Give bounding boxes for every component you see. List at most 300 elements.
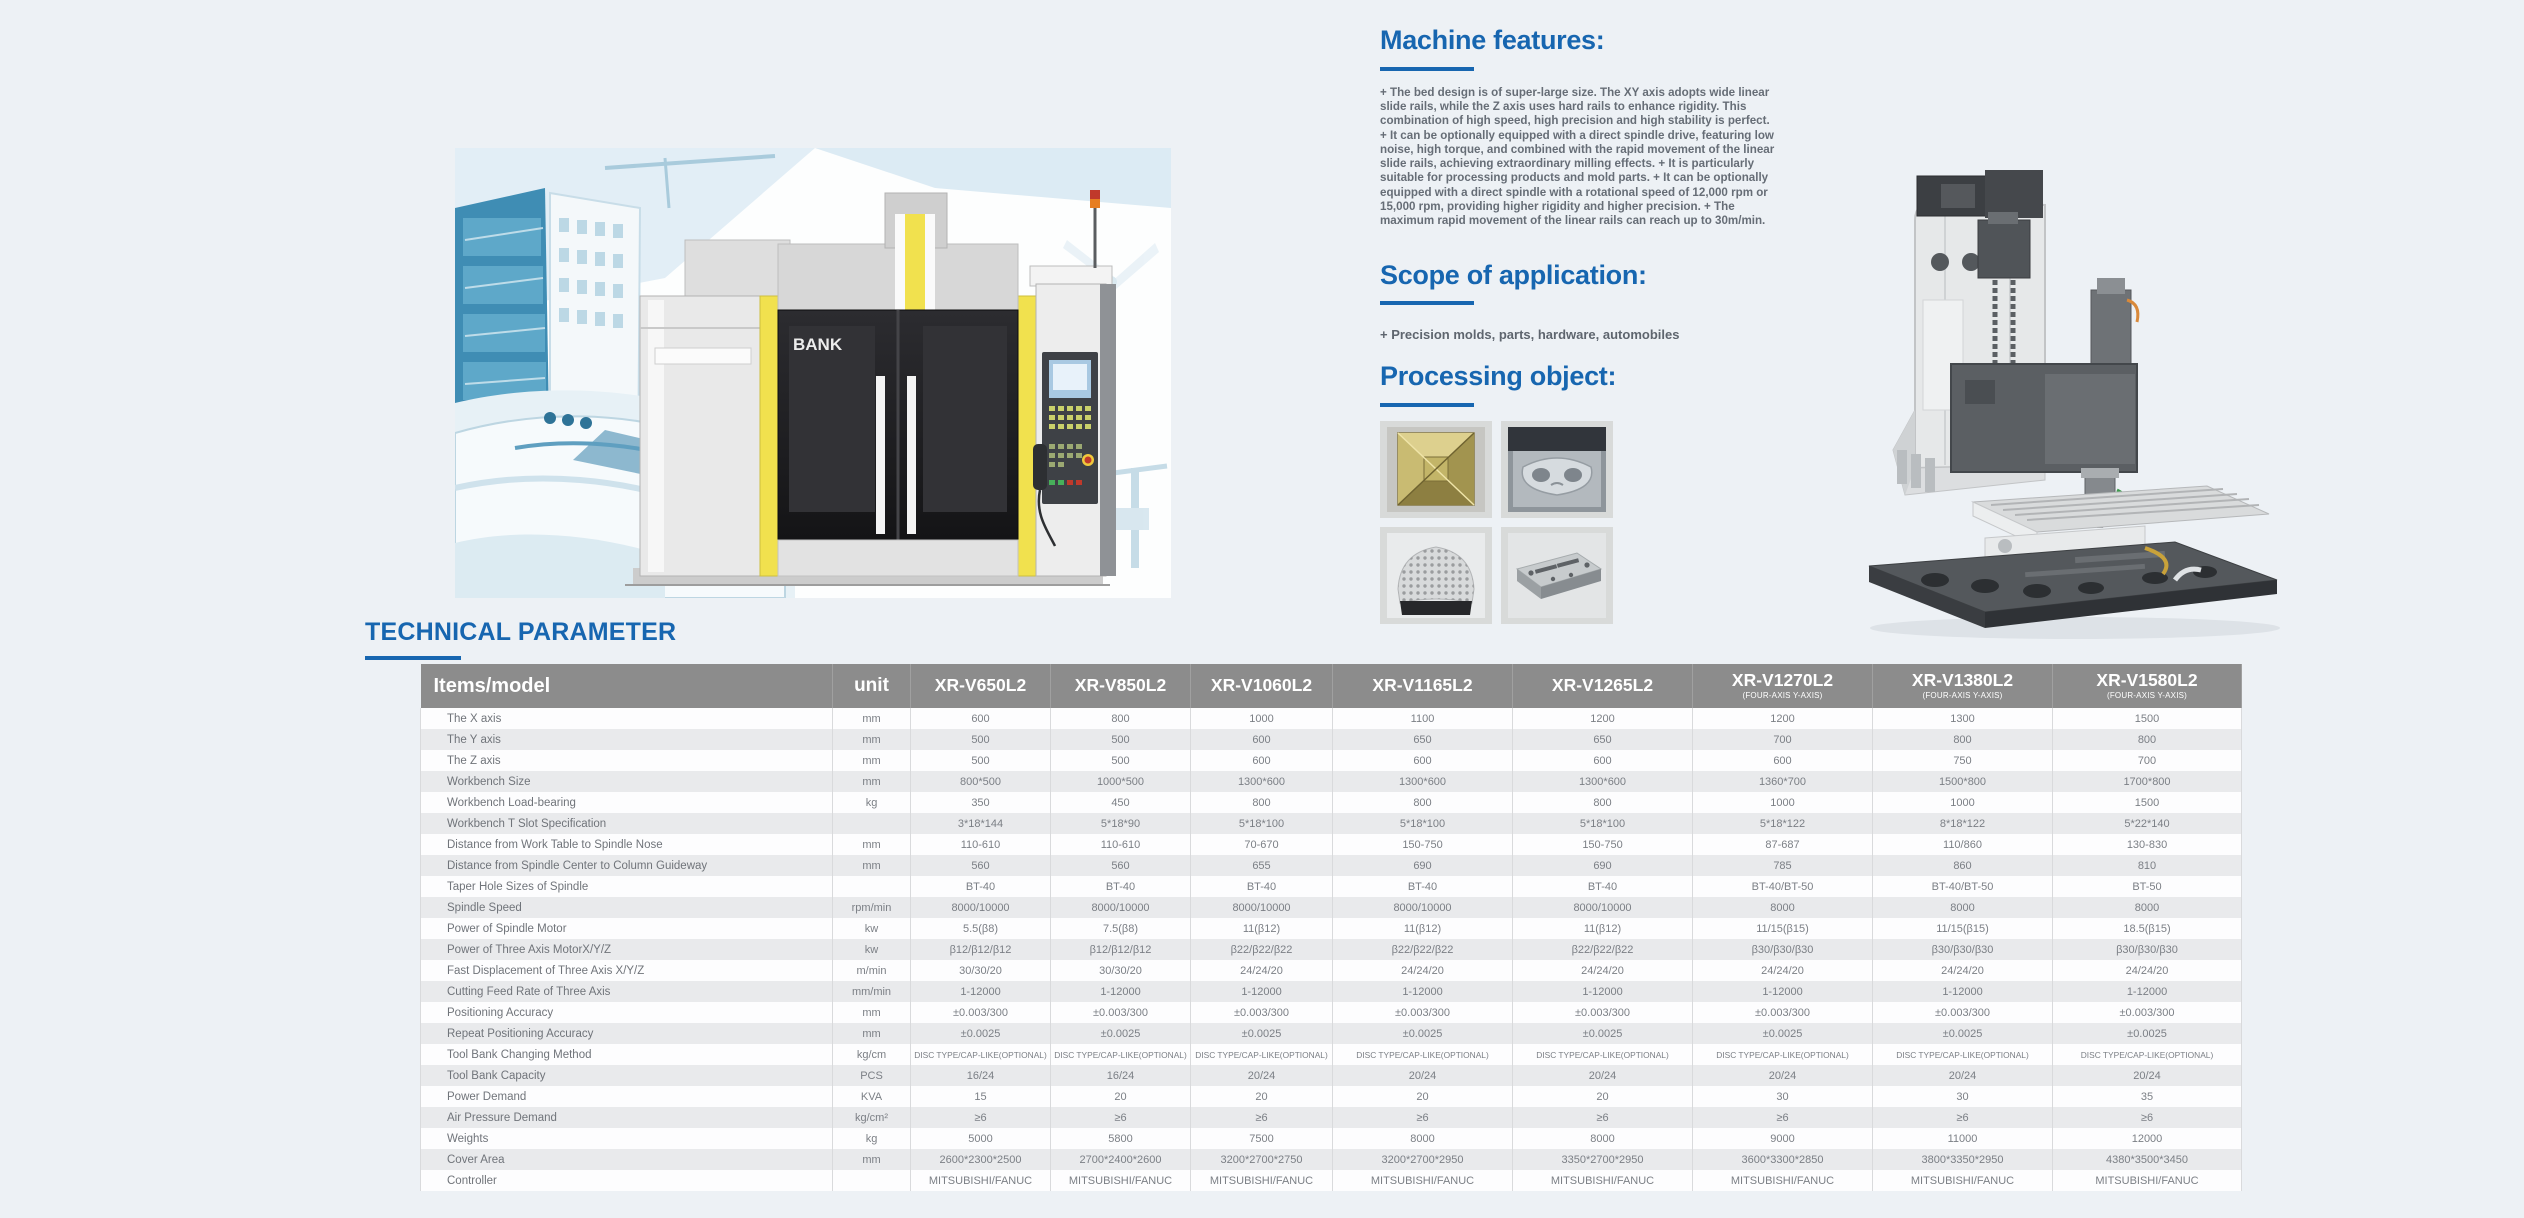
spec-row xyxy=(421,1086,2242,1107)
spec-cell: 130-830 xyxy=(2053,834,2242,855)
spec-cell: 500 xyxy=(1051,750,1191,771)
spec-table-container xyxy=(420,664,2241,1191)
spec-cell: β30/β30/β30 xyxy=(1873,939,2053,960)
spec-cell: 35 xyxy=(2053,1086,2242,1107)
spec-cell: 1000 xyxy=(1191,708,1333,729)
spec-row-unit: PCS xyxy=(833,1065,911,1086)
spec-row xyxy=(421,771,2242,792)
machine-features-title: Machine features: xyxy=(1380,25,1605,55)
spec-row xyxy=(421,1149,2242,1170)
spec-row-unit: kw xyxy=(833,939,911,960)
spec-row xyxy=(421,960,2242,981)
spec-cell: 11(β12) xyxy=(1513,918,1693,939)
spec-row-label: Distance from Spindle Center to Column Guideway xyxy=(421,855,833,876)
spec-cell: 600 xyxy=(1191,750,1333,771)
spec-cell: 24/24/20 xyxy=(1333,960,1513,981)
machine-features-underline xyxy=(1380,67,1474,71)
spec-cell: 20 xyxy=(1191,1086,1333,1107)
spec-cell: 5.5(β8) xyxy=(911,918,1051,939)
spec-row xyxy=(421,1023,2242,1044)
model-name: XR-V650L2 xyxy=(934,675,1027,696)
model-name: XR-V1580L2 xyxy=(2096,669,2198,690)
spec-cell: BT-40 xyxy=(1333,876,1513,897)
spec-cell: BT-40/BT-50 xyxy=(1693,876,1873,897)
model-name: XR-V1265L2 xyxy=(1551,675,1654,696)
col-header-model-xr-v650l2 xyxy=(911,664,1051,708)
spec-row xyxy=(421,708,2242,729)
col-header-model-xr-v1270l2 xyxy=(1693,664,1873,708)
spec-row-label: Workbench Size xyxy=(421,771,833,792)
spec-cell: DISC TYPE/CAP-LIKE(OPTIONAL) xyxy=(1333,1044,1513,1065)
spec-cell: MITSUBISHI/FANUC xyxy=(1513,1170,1693,1191)
spec-cell: ≥6 xyxy=(1693,1107,1873,1128)
spec-row-label: Taper Hole Sizes of Spindle xyxy=(421,876,833,897)
spec-cell: 1500 xyxy=(2053,792,2242,813)
technical-parameter-underline xyxy=(365,656,461,660)
processing-underline xyxy=(1380,403,1474,407)
spec-cell: 650 xyxy=(1333,729,1513,750)
processing-image-machined-plate xyxy=(1501,527,1613,624)
spec-table-head xyxy=(421,664,2242,708)
spec-cell: 24/24/20 xyxy=(1873,960,2053,981)
col-header-unit: unit xyxy=(833,664,911,708)
spec-cell: 8000/10000 xyxy=(1051,897,1191,918)
spec-cell: 1000 xyxy=(1693,792,1873,813)
spec-cell: β22/β22/β22 xyxy=(1513,939,1693,960)
spec-row-unit xyxy=(833,876,911,897)
spec-row xyxy=(421,834,2242,855)
spec-row-unit: kw xyxy=(833,918,911,939)
processing-object-gallery xyxy=(1380,421,1782,624)
spec-cell: 3*18*144 xyxy=(911,813,1051,834)
spec-cell: 1000 xyxy=(1873,792,2053,813)
spec-cell: 8000/10000 xyxy=(1513,897,1693,918)
spec-cell: 30/30/20 xyxy=(1051,960,1191,981)
model-sub-label: (FOUR-AXIS Y-AXIS) xyxy=(2106,691,2188,701)
spec-cell: 1200 xyxy=(1513,708,1693,729)
spec-row-unit: mm xyxy=(833,1002,911,1023)
spec-cell: ≥6 xyxy=(911,1107,1051,1128)
spec-cell: BT-40 xyxy=(911,876,1051,897)
spec-row xyxy=(421,918,2242,939)
spec-cell: 2700*2400*2600 xyxy=(1051,1149,1191,1170)
spec-cell: 20/24 xyxy=(2053,1065,2242,1086)
spec-cell: β30/β30/β30 xyxy=(2053,939,2242,960)
spec-cell: 500 xyxy=(911,729,1051,750)
spec-cell: MITSUBISHI/FANUC xyxy=(1693,1170,1873,1191)
spec-row-unit: kg xyxy=(833,1128,911,1149)
spec-cell: 5*18*100 xyxy=(1191,813,1333,834)
spec-row-unit: mm xyxy=(833,1149,911,1170)
spec-cell: 1000*500 xyxy=(1051,771,1191,792)
spec-cell: 9000 xyxy=(1693,1128,1873,1149)
spec-row-unit xyxy=(833,1170,911,1191)
spec-cell: 3200*2700*2950 xyxy=(1333,1149,1513,1170)
spec-cell: ±0.0025 xyxy=(1513,1023,1693,1044)
spec-cell: 5*18*100 xyxy=(1513,813,1693,834)
spec-cell: ±0.003/300 xyxy=(911,1002,1051,1023)
spec-cell: ±0.0025 xyxy=(1051,1023,1191,1044)
spec-cell: ≥6 xyxy=(2053,1107,2242,1128)
spec-cell: ±0.003/300 xyxy=(2053,1002,2242,1023)
spec-row xyxy=(421,981,2242,1002)
spec-row-unit: mm xyxy=(833,729,911,750)
spec-cell: 750 xyxy=(1873,750,2053,771)
spec-cell: 600 xyxy=(1191,729,1333,750)
machine-features-body: + The bed design is of super-large size. The XY axis adopts wide linear slide rails, while the Z axis uses hard rails to enhance rigidity. This combination of high speed, high precision and high stability is perfect. + It can be optionally equipped with a direct spindle drive, featuring low noise, high torque, and combined with the rapid movement of the linear slide rails, achieving extraordinary milling effects. + It is particularly suitable for processing products and mold parts. + It can be optionally equipped with a direct spindle with a rotational speed of 12,000 rpm or 15,000 rpm, providing higher rigidity and higher precision. + The maximum rapid movement of the linear rails can reach up to 30m/min. xyxy=(1380,85,1775,228)
info-column xyxy=(1380,26,1782,624)
model-name: XR-V1380L2 xyxy=(1911,669,2014,690)
spec-cell: 655 xyxy=(1191,855,1333,876)
spec-cell: 70-670 xyxy=(1191,834,1333,855)
spec-cell: 20/24 xyxy=(1333,1065,1513,1086)
machine-frame-illustration xyxy=(1845,150,2295,645)
spec-cell: 1500 xyxy=(2053,708,2242,729)
processing-image-gold-mold xyxy=(1380,421,1492,518)
col-header-model-xr-v1380l2 xyxy=(1873,664,2053,708)
spec-cell: BT-50 xyxy=(2053,876,2242,897)
spec-row-label: Tool Bank Capacity xyxy=(421,1065,833,1086)
spec-row-label: Weights xyxy=(421,1128,833,1149)
spec-cell: 110-610 xyxy=(1051,834,1191,855)
spec-cell: 1300*600 xyxy=(1333,771,1513,792)
spec-cell: 18.5(β15) xyxy=(2053,918,2242,939)
spec-cell: 1-12000 xyxy=(1191,981,1333,1002)
spec-row-unit: mm/min xyxy=(833,981,911,1002)
spec-cell: 560 xyxy=(1051,855,1191,876)
spec-row xyxy=(421,1107,2242,1128)
spec-cell: 5000 xyxy=(911,1128,1051,1149)
processing-object-title: Processing object: xyxy=(1380,361,1617,392)
spec-cell: DISC TYPE/CAP-LIKE(OPTIONAL) xyxy=(911,1044,1051,1065)
spec-cell: 1700*800 xyxy=(2053,771,2242,792)
spec-row-label: The X axis xyxy=(421,708,833,729)
spec-row xyxy=(421,729,2242,750)
spec-cell: 800 xyxy=(2053,729,2242,750)
machine-brand-logo: BANK xyxy=(793,335,843,354)
spec-cell: 600 xyxy=(1513,750,1693,771)
spec-row-label: Cutting Feed Rate of Three Axis xyxy=(421,981,833,1002)
spec-row-unit xyxy=(833,813,911,834)
spec-cell: 7500 xyxy=(1191,1128,1333,1149)
spec-row-label: Distance from Work Table to Spindle Nose xyxy=(421,834,833,855)
spec-cell: 1-12000 xyxy=(1513,981,1693,1002)
spec-cell: 30 xyxy=(1693,1086,1873,1107)
spec-cell: 11/15(β15) xyxy=(1693,918,1873,939)
spec-cell: 5*18*122 xyxy=(1693,813,1873,834)
spec-table-body xyxy=(421,708,2242,1191)
spec-cell: 1100 xyxy=(1333,708,1513,729)
spec-cell: 20/24 xyxy=(1191,1065,1333,1086)
spec-cell: 16/24 xyxy=(911,1065,1051,1086)
spec-cell: 30/30/20 xyxy=(911,960,1051,981)
spec-cell: 1500*800 xyxy=(1873,771,2053,792)
spec-cell: 20 xyxy=(1333,1086,1513,1107)
spec-cell: 810 xyxy=(2053,855,2242,876)
spec-cell: 8000 xyxy=(1693,897,1873,918)
spec-cell: 8000/10000 xyxy=(1333,897,1513,918)
spec-cell: 450 xyxy=(1051,792,1191,813)
spec-cell: 87-687 xyxy=(1693,834,1873,855)
spec-cell: 560 xyxy=(911,855,1051,876)
col-header-model-xr-v1580l2 xyxy=(2053,664,2242,708)
spec-cell: DISC TYPE/CAP-LIKE(OPTIONAL) xyxy=(1051,1044,1191,1065)
scope-underline xyxy=(1380,301,1474,305)
spec-cell: 1-12000 xyxy=(1333,981,1513,1002)
spec-cell: ≥6 xyxy=(1051,1107,1191,1128)
spec-cell: 800 xyxy=(1513,792,1693,813)
spec-cell: ±0.0025 xyxy=(1191,1023,1333,1044)
spec-cell: MITSUBISHI/FANUC xyxy=(1051,1170,1191,1191)
spec-cell: 150-750 xyxy=(1513,834,1693,855)
spec-cell: 1300*600 xyxy=(1513,771,1693,792)
spec-cell: 1-12000 xyxy=(1693,981,1873,1002)
spec-cell: β22/β22/β22 xyxy=(1333,939,1513,960)
spec-cell: 1-12000 xyxy=(1873,981,2053,1002)
spec-row-label: Power of Spindle Motor xyxy=(421,918,833,939)
spec-cell: ≥6 xyxy=(1191,1107,1333,1128)
spec-cell: DISC TYPE/CAP-LIKE(OPTIONAL) xyxy=(1513,1044,1693,1065)
spec-row-unit: kg/cm² xyxy=(833,1107,911,1128)
spec-cell: β12/β12/β12 xyxy=(1051,939,1191,960)
spec-cell: 8*18*122 xyxy=(1873,813,2053,834)
spec-cell: 600 xyxy=(1693,750,1873,771)
spec-cell: 16/24 xyxy=(1051,1065,1191,1086)
spec-cell: 24/24/20 xyxy=(1513,960,1693,981)
machine-front-illustration xyxy=(455,148,1171,598)
spec-row xyxy=(421,1002,2242,1023)
spec-cell: DISC TYPE/CAP-LIKE(OPTIONAL) xyxy=(2053,1044,2242,1065)
spec-row-unit: mm xyxy=(833,855,911,876)
spec-cell: BT-40 xyxy=(1191,876,1333,897)
spec-cell: 1300 xyxy=(1873,708,2053,729)
model-name: XR-V1165L2 xyxy=(1372,675,1473,696)
spec-cell: 650 xyxy=(1513,729,1693,750)
spec-cell: 110-610 xyxy=(911,834,1051,855)
col-header-model-xr-v850l2 xyxy=(1051,664,1191,708)
col-header-model-xr-v1265l2 xyxy=(1513,664,1693,708)
spec-cell: 11(β12) xyxy=(1333,918,1513,939)
spec-table xyxy=(420,664,2242,1191)
spec-cell: 1-12000 xyxy=(911,981,1051,1002)
spec-cell: 20 xyxy=(1513,1086,1693,1107)
spec-cell: 20 xyxy=(1051,1086,1191,1107)
spec-cell: 2600*2300*2500 xyxy=(911,1149,1051,1170)
processing-image-dimpled-mold xyxy=(1380,527,1492,624)
spec-cell: 5800 xyxy=(1051,1128,1191,1149)
spec-row-unit: m/min xyxy=(833,960,911,981)
spec-cell: 690 xyxy=(1513,855,1693,876)
spec-cell: ±0.003/300 xyxy=(1333,1002,1513,1023)
spec-cell: BT-40/BT-50 xyxy=(1873,876,2053,897)
spec-cell: 20/24 xyxy=(1873,1065,2053,1086)
spec-cell: 500 xyxy=(1051,729,1191,750)
spec-row-label: Power of Three Axis MotorX/Y/Z xyxy=(421,939,833,960)
machine-photo-front xyxy=(455,148,1171,598)
spec-cell: MITSUBISHI/FANUC xyxy=(2053,1170,2242,1191)
spec-cell: 7.5(β8) xyxy=(1051,918,1191,939)
spec-cell: 5*18*100 xyxy=(1333,813,1513,834)
spec-row-label: The Y axis xyxy=(421,729,833,750)
spec-cell: 800 xyxy=(1191,792,1333,813)
spec-row xyxy=(421,1170,2242,1191)
spec-cell: 690 xyxy=(1333,855,1513,876)
spec-cell: MITSUBISHI/FANUC xyxy=(1191,1170,1333,1191)
spec-cell: ±0.003/300 xyxy=(1873,1002,2053,1023)
spec-row xyxy=(421,897,2242,918)
spec-cell: 500 xyxy=(911,750,1051,771)
spec-cell: 800 xyxy=(1051,708,1191,729)
spec-cell: ±0.0025 xyxy=(911,1023,1051,1044)
spec-cell: 20/24 xyxy=(1513,1065,1693,1086)
spec-cell: 785 xyxy=(1693,855,1873,876)
machine-photo-frame xyxy=(1845,150,2295,645)
spec-cell: 8000 xyxy=(1333,1128,1513,1149)
spec-cell: 1300*600 xyxy=(1191,771,1333,792)
spec-cell: ±0.003/300 xyxy=(1513,1002,1693,1023)
spec-cell: 1-12000 xyxy=(2053,981,2242,1002)
spec-cell: 30 xyxy=(1873,1086,2053,1107)
spec-cell: 15 xyxy=(911,1086,1051,1107)
spec-row-unit: kg/cm xyxy=(833,1044,911,1065)
spec-cell: 3200*2700*2750 xyxy=(1191,1149,1333,1170)
spec-cell: 860 xyxy=(1873,855,2053,876)
spec-cell: DISC TYPE/CAP-LIKE(OPTIONAL) xyxy=(1873,1044,2053,1065)
spec-row xyxy=(421,1128,2242,1149)
spec-row xyxy=(421,855,2242,876)
spec-row xyxy=(421,813,2242,834)
technical-parameter-title: TECHNICAL PARAMETER xyxy=(365,618,677,646)
spec-row xyxy=(421,876,2242,897)
spec-cell: 8000/10000 xyxy=(1191,897,1333,918)
spec-cell: BT-40 xyxy=(1051,876,1191,897)
spec-cell: 800 xyxy=(1873,729,2053,750)
spec-cell: 3350*2700*2950 xyxy=(1513,1149,1693,1170)
spec-cell: 1200 xyxy=(1693,708,1873,729)
spec-cell: ±0.003/300 xyxy=(1191,1002,1333,1023)
spec-row-label: Cover Area xyxy=(421,1149,833,1170)
spec-cell: ±0.0025 xyxy=(1693,1023,1873,1044)
spec-row-label: Workbench Load-bearing xyxy=(421,792,833,813)
spec-row-unit: KVA xyxy=(833,1086,911,1107)
spec-cell: β12/β12/β12 xyxy=(911,939,1051,960)
spec-cell: ±0.0025 xyxy=(1873,1023,2053,1044)
spec-cell: 5*18*90 xyxy=(1051,813,1191,834)
spec-cell: ±0.0025 xyxy=(1333,1023,1513,1044)
spec-row-label: Fast Displacement of Three Axis X/Y/Z xyxy=(421,960,833,981)
spec-cell: BT-40 xyxy=(1513,876,1693,897)
spec-cell: 8000 xyxy=(1513,1128,1693,1149)
spec-cell: 11000 xyxy=(1873,1128,2053,1149)
col-header-model-xr-v1165l2 xyxy=(1333,664,1513,708)
spec-cell: ±0.0025 xyxy=(2053,1023,2242,1044)
spec-cell: 24/24/20 xyxy=(1191,960,1333,981)
model-sub-label: (FOUR-AXIS Y-AXIS) xyxy=(1922,691,2003,701)
spec-cell: 800 xyxy=(1333,792,1513,813)
spec-cell: 3800*3350*2950 xyxy=(1873,1149,2053,1170)
spec-row-unit: kg xyxy=(833,792,911,813)
spec-cell: 11/15(β15) xyxy=(1873,918,2053,939)
spec-row-label: Tool Bank Changing Method xyxy=(421,1044,833,1065)
spec-cell: 24/24/20 xyxy=(2053,960,2242,981)
spec-row xyxy=(421,1065,2242,1086)
spec-cell: 4380*3500*3450 xyxy=(2053,1149,2242,1170)
spec-row xyxy=(421,792,2242,813)
spec-cell: β22/β22/β22 xyxy=(1191,939,1333,960)
spec-cell: 8000 xyxy=(2053,897,2242,918)
spec-cell: 20/24 xyxy=(1693,1065,1873,1086)
spec-cell: 12000 xyxy=(2053,1128,2242,1149)
spec-row-unit: mm xyxy=(833,708,911,729)
scope-body: + Precision molds, parts, hardware, automobiles xyxy=(1380,327,1680,343)
spec-cell: 8000/10000 xyxy=(911,897,1051,918)
spec-row-unit: mm xyxy=(833,1023,911,1044)
spec-cell: ±0.003/300 xyxy=(1693,1002,1873,1023)
spec-row-unit: rpm/min xyxy=(833,897,911,918)
spec-row-label: Controller xyxy=(421,1170,833,1191)
spec-row-label: Air Pressure Demand xyxy=(421,1107,833,1128)
spec-row-unit: mm xyxy=(833,834,911,855)
spec-row-unit: mm xyxy=(833,750,911,771)
spec-cell: 24/24/20 xyxy=(1693,960,1873,981)
spec-cell: 1-12000 xyxy=(1051,981,1191,1002)
scope-title: Scope of application: xyxy=(1380,259,1647,290)
spec-cell: ≥6 xyxy=(1513,1107,1693,1128)
spec-row-label: Workbench T Slot Specification xyxy=(421,813,833,834)
spec-cell: 800*500 xyxy=(911,771,1051,792)
cnc-control-panel xyxy=(1042,352,1098,504)
spec-row-label: Repeat Positioning Accuracy xyxy=(421,1023,833,1044)
spec-cell: 8000 xyxy=(1873,897,2053,918)
spec-cell: DISC TYPE/CAP-LIKE(OPTIONAL) xyxy=(1693,1044,1873,1065)
spec-cell: DISC TYPE/CAP-LIKE(OPTIONAL) xyxy=(1191,1044,1333,1065)
model-name: XR-V850L2 xyxy=(1074,675,1167,696)
spec-cell: ±0.003/300 xyxy=(1051,1002,1191,1023)
spec-row xyxy=(421,939,2242,960)
model-name: XR-V1060L2 xyxy=(1210,675,1313,696)
spec-cell: MITSUBISHI/FANUC xyxy=(1333,1170,1513,1191)
spec-cell: ≥6 xyxy=(1333,1107,1513,1128)
model-sub-label: (FOUR-AXIS Y-AXIS) xyxy=(1742,691,1823,701)
spec-table-header-row xyxy=(421,664,2242,708)
processing-image-silver-mold xyxy=(1501,421,1613,518)
spec-cell: ≥6 xyxy=(1873,1107,2053,1128)
spec-cell: 3600*3300*2850 xyxy=(1693,1149,1873,1170)
spec-cell: MITSUBISHI/FANUC xyxy=(911,1170,1051,1191)
technical-parameter-heading xyxy=(365,618,676,660)
col-header-items-model: Items/model xyxy=(421,664,833,708)
model-name: XR-V1270L2 xyxy=(1731,669,1834,690)
spec-cell: 11(β12) xyxy=(1191,918,1333,939)
spec-row-label: The Z axis xyxy=(421,750,833,771)
spec-row-unit: mm xyxy=(833,771,911,792)
spec-cell: 700 xyxy=(2053,750,2242,771)
spec-row xyxy=(421,1044,2242,1065)
col-header-model-xr-v1060l2 xyxy=(1191,664,1333,708)
spec-row xyxy=(421,750,2242,771)
spec-cell: 600 xyxy=(911,708,1051,729)
spec-row-label: Spindle Speed xyxy=(421,897,833,918)
spec-cell: 700 xyxy=(1693,729,1873,750)
spec-row-label: Positioning Accuracy xyxy=(421,1002,833,1023)
spec-cell: 5*22*140 xyxy=(2053,813,2242,834)
spec-row-label: Power Demand xyxy=(421,1086,833,1107)
spec-cell: β30/β30/β30 xyxy=(1693,939,1873,960)
spec-cell: MITSUBISHI/FANUC xyxy=(1873,1170,2053,1191)
spec-cell: 150-750 xyxy=(1333,834,1513,855)
spec-cell: 350 xyxy=(911,792,1051,813)
spec-cell: 1360*700 xyxy=(1693,771,1873,792)
